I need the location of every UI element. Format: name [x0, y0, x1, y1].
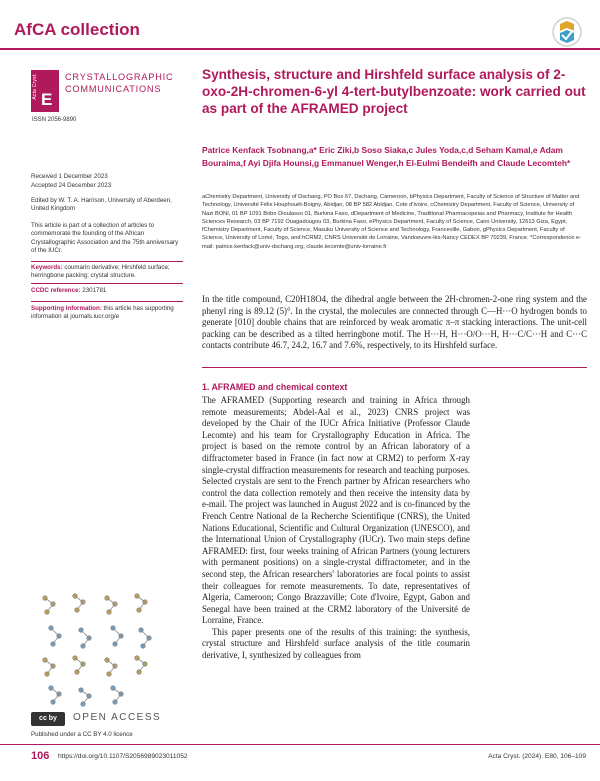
body-text: [202, 395, 470, 662]
received-date: Received 1 December 2023: [31, 173, 108, 180]
paragraph: The AFRAMED (Supporting research and training in Africa through remote measurements; Abdel-Aal et al., 2023) CNRS project was developed by the Chair of the IUCr Africa Initiative (Professor Claude Lecomte) and his team for Crystallography Education in Africa. The project is based on the remote control by an African laboratory of a diffractometer based in France (in fact now at CRM2) to perform X-ray single-crystal diffraction measurements for research and teaching purposes. Selected crystals are sent to the French partner by African researchers who control the data collection remotely and then receive the intensity data by e-mail. The project was launched in August 2022 and is co-financed by the French Centre National de la Recherche Scientifique (CNRS), the United Nations Educational, Scientific and Cultural Organization (UNESCO), and the International Union of Crystallography (IUCr). Two main steps define AFRAMED: first, four weeks training of African Partners (young lecturers with permanent positions) on a single-crystal diffractometer, and in the second step, the African researchers' laboratories are focal points to assist their colleagues for remote measurements. To date, representatives of Algeria, Cameroon; Congo Brazzaville; Cote d'Ivoire, Egypt, Gabon and Senegal have been trained at the CRM2 laboratory of the Université de Lorraine, France.: [202, 395, 470, 626]
ccdc-reference: CCDC reference: 2301781: [31, 287, 107, 294]
keywords: Keywords: coumarin derivative; Hirshfeld surface; herringbone packing; crystal structure.: [31, 264, 170, 280]
open-access-label: OPEN ACCESS: [73, 712, 162, 723]
licence-line[interactable]: Published under a CC BY 4.0 licence: [31, 731, 133, 738]
page-footer: [0, 748, 600, 768]
accepted-date: Accepted 24 December 2023: [31, 182, 112, 189]
open-access-badge: [31, 712, 183, 728]
divider: [31, 261, 183, 262]
divider: [31, 301, 183, 302]
page-number: 106: [31, 750, 50, 762]
collection-banner: [0, 0, 600, 50]
abstract: In the title compound, C20H18O4, the dihedral angle between the 2H-chromen-2-one ring system and the phenyl ring is 89.12 (5)°. In the crystal, the molecules are connected through C—H···O hydrogen bonds to generate [010] double chains that are reinforced by weak aromatic π–π stacking interactions. The unit-cell packing can be described as a tilted herringbone motif. The H···H, H···O/O···H, H···C/C···H and C···C contacts contribute 46.7, 24.2, 16.7 and 7.6%, respectively, to its Hirshfeld surface.: [202, 294, 587, 350]
supporting-information: Supporting information: this article has supporting information at journals.iucr.org/e: [31, 305, 174, 321]
journal-logo-mark: Acta Cryst. E: [31, 70, 59, 112]
affiliations: aChemistry Department, University of Dschang, PO Box 67, Dschang, Cameroon, bPhysics Department, Faculty of Science of Structure of Matter and Technology, Université Félix Houphouët-Boigny, Abidjan, 08 BP 582 Abidjan, Cote d'Ivoire, cChemistry Department, Faculty of Science, University of Nazi BONI, 01 BP 1091 Bobo Dioulasso 01, Burkina Faso, dDepartment of Medicine, Traditional Pharmacopeias and Pharmacy, Institute for Health Sciences Research, 03 BP 7192 Ouagadougou 03, Burkina Faso, ePhysics Department, Faculty of Science, Cairo University, 12613 Giza, Egypt, fChemistry Department, Faculty of Science, Masuku University of Science and Technology, Franceville, Gabon, gPhysics Department, Faculty of Science, University of Lomé, Togo, and hCRM2, CNRS Université de Lorraine, Vandoeuvre-lès-Nancy CEDEX BP 70239, France. *Correspondence e-mail: patrice.kenfack@univ-dschang.org, claude.lecomte@univ-lorraine.fr: [202, 194, 582, 250]
divider: [31, 283, 183, 284]
section-heading: 1. AFRAMED and chemical context: [202, 382, 348, 392]
divider: [202, 367, 587, 368]
article-title: Synthesis, structure and Hirshfeld surface analysis of 2-oxo-2H-chromen-6-yl 4-tert-butylbenzoate: work carried out as part of the AFRAMED project: [202, 67, 586, 116]
author-list: Patrice Kenfack Tsobnang,a* Eric Ziki,b Soso Siaka,c Jules Yoda,c,d Seham Kamal,e Adam Bouraima,f Ayi Djifa Hounsi,g Emmanuel Wenger,h El-Eulmi Bendeifh and Claude Lecomteh*: [202, 145, 571, 168]
journal-name: CRYSTALLOGRAPHIC COMMUNICATIONS: [65, 72, 174, 94]
paragraph: This paper presents one of the results of this training: the synthesis, crystal structure and Hirshfeld surface analysis of the title coumarin derivative, I, synthesized by colleagues from: [202, 626, 470, 661]
divider: [0, 744, 600, 745]
editor-note: Edited by W. T. A. Harrison, University of Aberdeen, United Kingdom: [31, 197, 172, 213]
journal-citation: Acta Cryst. (2024). E80, 106–109: [488, 753, 586, 760]
issn: ISSN 2056-9890: [32, 117, 77, 123]
crystal-packing-figure: [33, 588, 155, 708]
cc-by-icon[interactable]: cc by: [31, 712, 65, 726]
molecule-glyph: [43, 594, 147, 614]
crossmark-icon[interactable]: [551, 16, 583, 48]
doi-link[interactable]: https://doi.org/10.1107/S2056989023011052: [58, 753, 188, 760]
collection-title[interactable]: AfCA collection: [14, 20, 140, 39]
collection-note: This article is part of a collection of articles to commemorate the founding of the African Crystallographic Association and the 75th anniversary of the IUCr.: [31, 222, 179, 254]
